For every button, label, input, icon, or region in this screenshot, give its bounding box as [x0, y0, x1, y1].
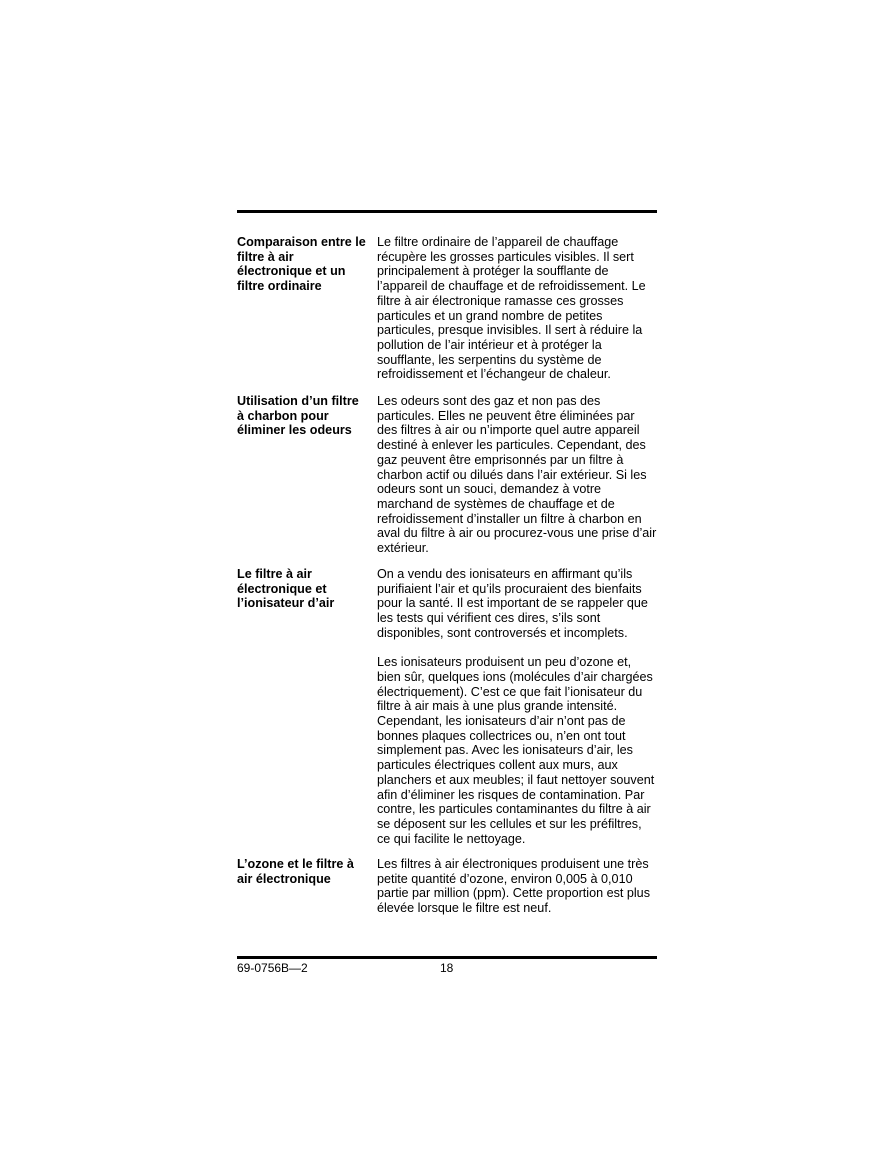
- section-body: [377, 857, 657, 916]
- section-heading: Utilisation d’un filtre à charbon pour éliminer les odeurs: [237, 394, 359, 438]
- bottom-rule: [237, 956, 657, 959]
- page-number: 18: [440, 961, 454, 975]
- paragraph: Les filtres à air électroniques produisent une très petite quantité d’ozone, environ 0,005 à 0,010 partie par million (ppm). Cette proportion est plus élevée lorsque le filtre est neuf.: [377, 857, 650, 916]
- section-heading: Le filtre à air électronique et l’ionisateur d’air: [237, 567, 335, 611]
- document-code: 69-0756B—2: [237, 961, 308, 975]
- section-heading: L’ozone et le filtre à air électronique: [237, 857, 354, 886]
- paragraph: Le filtre ordinaire de l’appareil de chauffage récupère les grosses particules visibles. Il sert principalement à protéger la soufflante de l’appareil de chauffage et de refroidissement. Le filtre à air électronique ramasse ces grosses particules et un grand nombre de petites particules, presque invisibles. Il sert à réduire la pollution de l’air intérieur et à protéger la soufflante, les serpentins du système de refroidissement et l’échangeur de chaleur.: [377, 235, 646, 382]
- paragraph: Les odeurs sont des gaz et non pas des particules. Elles ne peuvent être éliminées par des filtres à air ou n’importe quel autre appareil destiné à enlever les particules. Cependant, des gaz peuvent être emprisonnés par un filtre à charbon actif ou dilués dans l’air extérieur. Si les odeurs sont un souci, demandez à votre marchand de systèmes de chauffage et de refroidissement d’installer un filtre à charbon en aval du filtre à air ou procurez-vous une prise d’air extérieur.: [377, 394, 657, 556]
- section-body: [377, 567, 657, 846]
- section-heading: Comparaison entre le filtre à air électronique et un filtre ordinaire: [237, 235, 366, 294]
- section-body: [377, 235, 657, 382]
- paragraph: On a vendu des ionisateurs en affirmant qu’ils purifiaient l’air et qu’ils procuraient des bienfaits pour la santé. Il est important de se rappeler que les tests qui vérifient ces dires, s’ils sont disponibles, sont controversés et incomplets.: [377, 567, 648, 640]
- section-body: [377, 394, 657, 556]
- top-rule: [237, 210, 657, 213]
- paragraph: Les ionisateurs produisent un peu d’ozone et, bien sûr, quelques ions (molécules d’air chargées électriquement). C’est ce que fait l’ionisateur du filtre à air mais à une plus grande intensité. Cependant, les ionisateurs d’air n’ont pas de bonnes plaques collectrices ou, n’en ont tout simplement pas. Avec les ionisateurs d’air, les particules électriques collent aux murs, aux planchers et aux meubles; il faut nettoyer souvent afin d’éliminer les risques de contamination. Par contre, les particules contaminantes du filtre à air se déposent sur les cellules et sur les préfiltres, ce qui facilite le nettoyage.: [377, 655, 655, 846]
